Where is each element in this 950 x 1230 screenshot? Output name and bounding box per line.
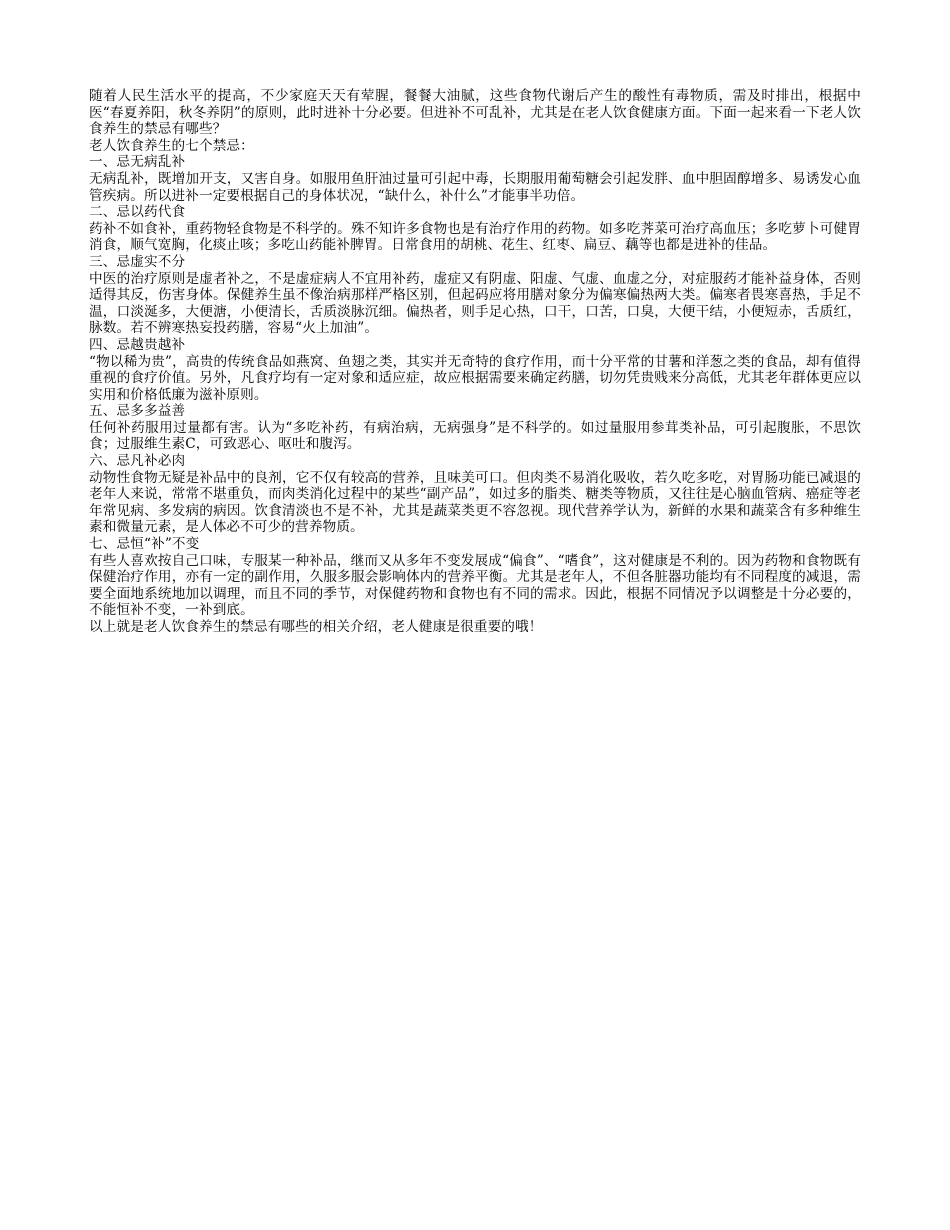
intro-paragraph: 随着人民生活水平的提高，不少家庭天天有荤腥，餐餐大油腻，这些食物代谢后产生的酸性有毒物质，需及时排出，根据中医“春夏养阳，秋冬养阴”的原则，此时进补十分必要。但进补不可乱补，尤其是在老人饮食健康方面。下面一起来看一下老人饮食养生的禁忌有哪些？ (89, 88, 861, 138)
section-body-5: 任何补药服用过量都有害。认为“多吃补药，有病治病，无病强身”是不科学的。如过量服用参茸类补品，可引起腹胀，不思饮食；过服维生素C，可致恶心、呕吐和腹泻。 (89, 419, 861, 453)
section-body-3: 中医的治疗原则是虚者补之，不是虚症病人不宜用补药，虚症又有阴虚、阳虚、气虚、血虚之分，对症服药才能补益身体，否则适得其反，伤害身体。保健养生虽不像治病那样严格区别，但起码应将用膳对象分为偏寒偏热两大类。偏寒者畏寒喜热，手足不温，口淡涎多，大便溏，小便清长，舌质淡脉沉细。偏热者，则手足心热，口干，口苦，口臭，大便干结，小便短赤，舌质红，脉数。若不辨寒热妄投药膳，容易“火上加油”。 (89, 270, 861, 337)
section-heading-7: 七、忌恒“补”不变 (89, 536, 200, 553)
section-heading-5: 五、忌多多益善 (89, 403, 186, 420)
list-title: 老人饮食养生的七个禁忌： (89, 137, 254, 154)
conclusion-paragraph: 以上就是老人饮食养生的禁忌有哪些的相关介绍，老人健康是很重要的哦！ (89, 619, 543, 635)
section-body-6: 动物性食物无疑是补品中的良剂，它不仅有较高的营养，且味美可口。但肉类不易消化吸收，若久吃多吃，对胃肠功能已减退的老年人来说，常常不堪重负，而肉类消化过程中的某些“副产品”，如过多的脂类、糖类等物质，又往往是心脑血管病、癌症等老年常见病、多发病的病因。饮食清淡也不是不补，尤其是蔬菜类更不容忽视。现代营养学认为，新鲜的水果和蔬菜含有多种维生素和微量元素，是人体必不可少的营养物质。 (89, 469, 861, 536)
section-heading-1: 一、忌无病乱补 (89, 154, 186, 171)
section-body-4: “物以稀为贵”，高贵的传统食品如燕窝、鱼翅之类，其实并无奇特的食疗作用，而十分平常的甘薯和洋葱之类的食品，却有值得重视的食疗价值。另外，凡食疗均有一定对象和适应症，故应根据需要来确定药膳，切勿凭贵贱来分高低，尤其老年群体更应以实用和价格低廉为滋补原则。 (89, 353, 861, 403)
section-body-2: 药补不如食补，重药物轻食物是不科学的。殊不知许多食物也是有治疗作用的药物。如多吃荠菜可治疗高血压；多吃萝卜可健胃消食，顺气宽胸，化痰止咳；多吃山药能补脾胃。日常食用的胡桃、花生、红枣、扁豆、藕等也都是进补的佳品。 (89, 220, 861, 254)
section-heading-3: 三、忌虚实不分 (89, 253, 186, 270)
section-heading-4: 四、忌越贵越补 (89, 336, 186, 353)
section-body-1: 无病乱补，既增加开支，又害自身。如服用鱼肝油过量可引起中毒，长期服用葡萄糖会引起发胖、血中胆固醇增多、易诱发心血管疾病。所以进补一定要根据自己的身体状况，“缺什么，补什么”才能事半功倍。 (89, 170, 861, 204)
section-heading-6: 六、忌凡补必肉 (89, 453, 186, 470)
section-heading-2: 二、忌以药代食 (89, 204, 186, 221)
section-body-7: 有些人喜欢按自己口味，专服某一种补品，继而又从多年不变发展成“偏食”、“嗜食”，这对健康是不利的。因为药物和食物既有保健治疗作用，亦有一定的副作用，久服多服会影响体内的营养平衡。尤其是老年人，不但各脏器功能均有不同程度的减退，需要全面地系统地加以调理，而且不同的季节，对保健药物和食物也有不同的需求。因此，根据不同情况予以调整是十分必要的，不能恒补不变，一补到底。 (89, 552, 861, 619)
article (89, 88, 861, 636)
